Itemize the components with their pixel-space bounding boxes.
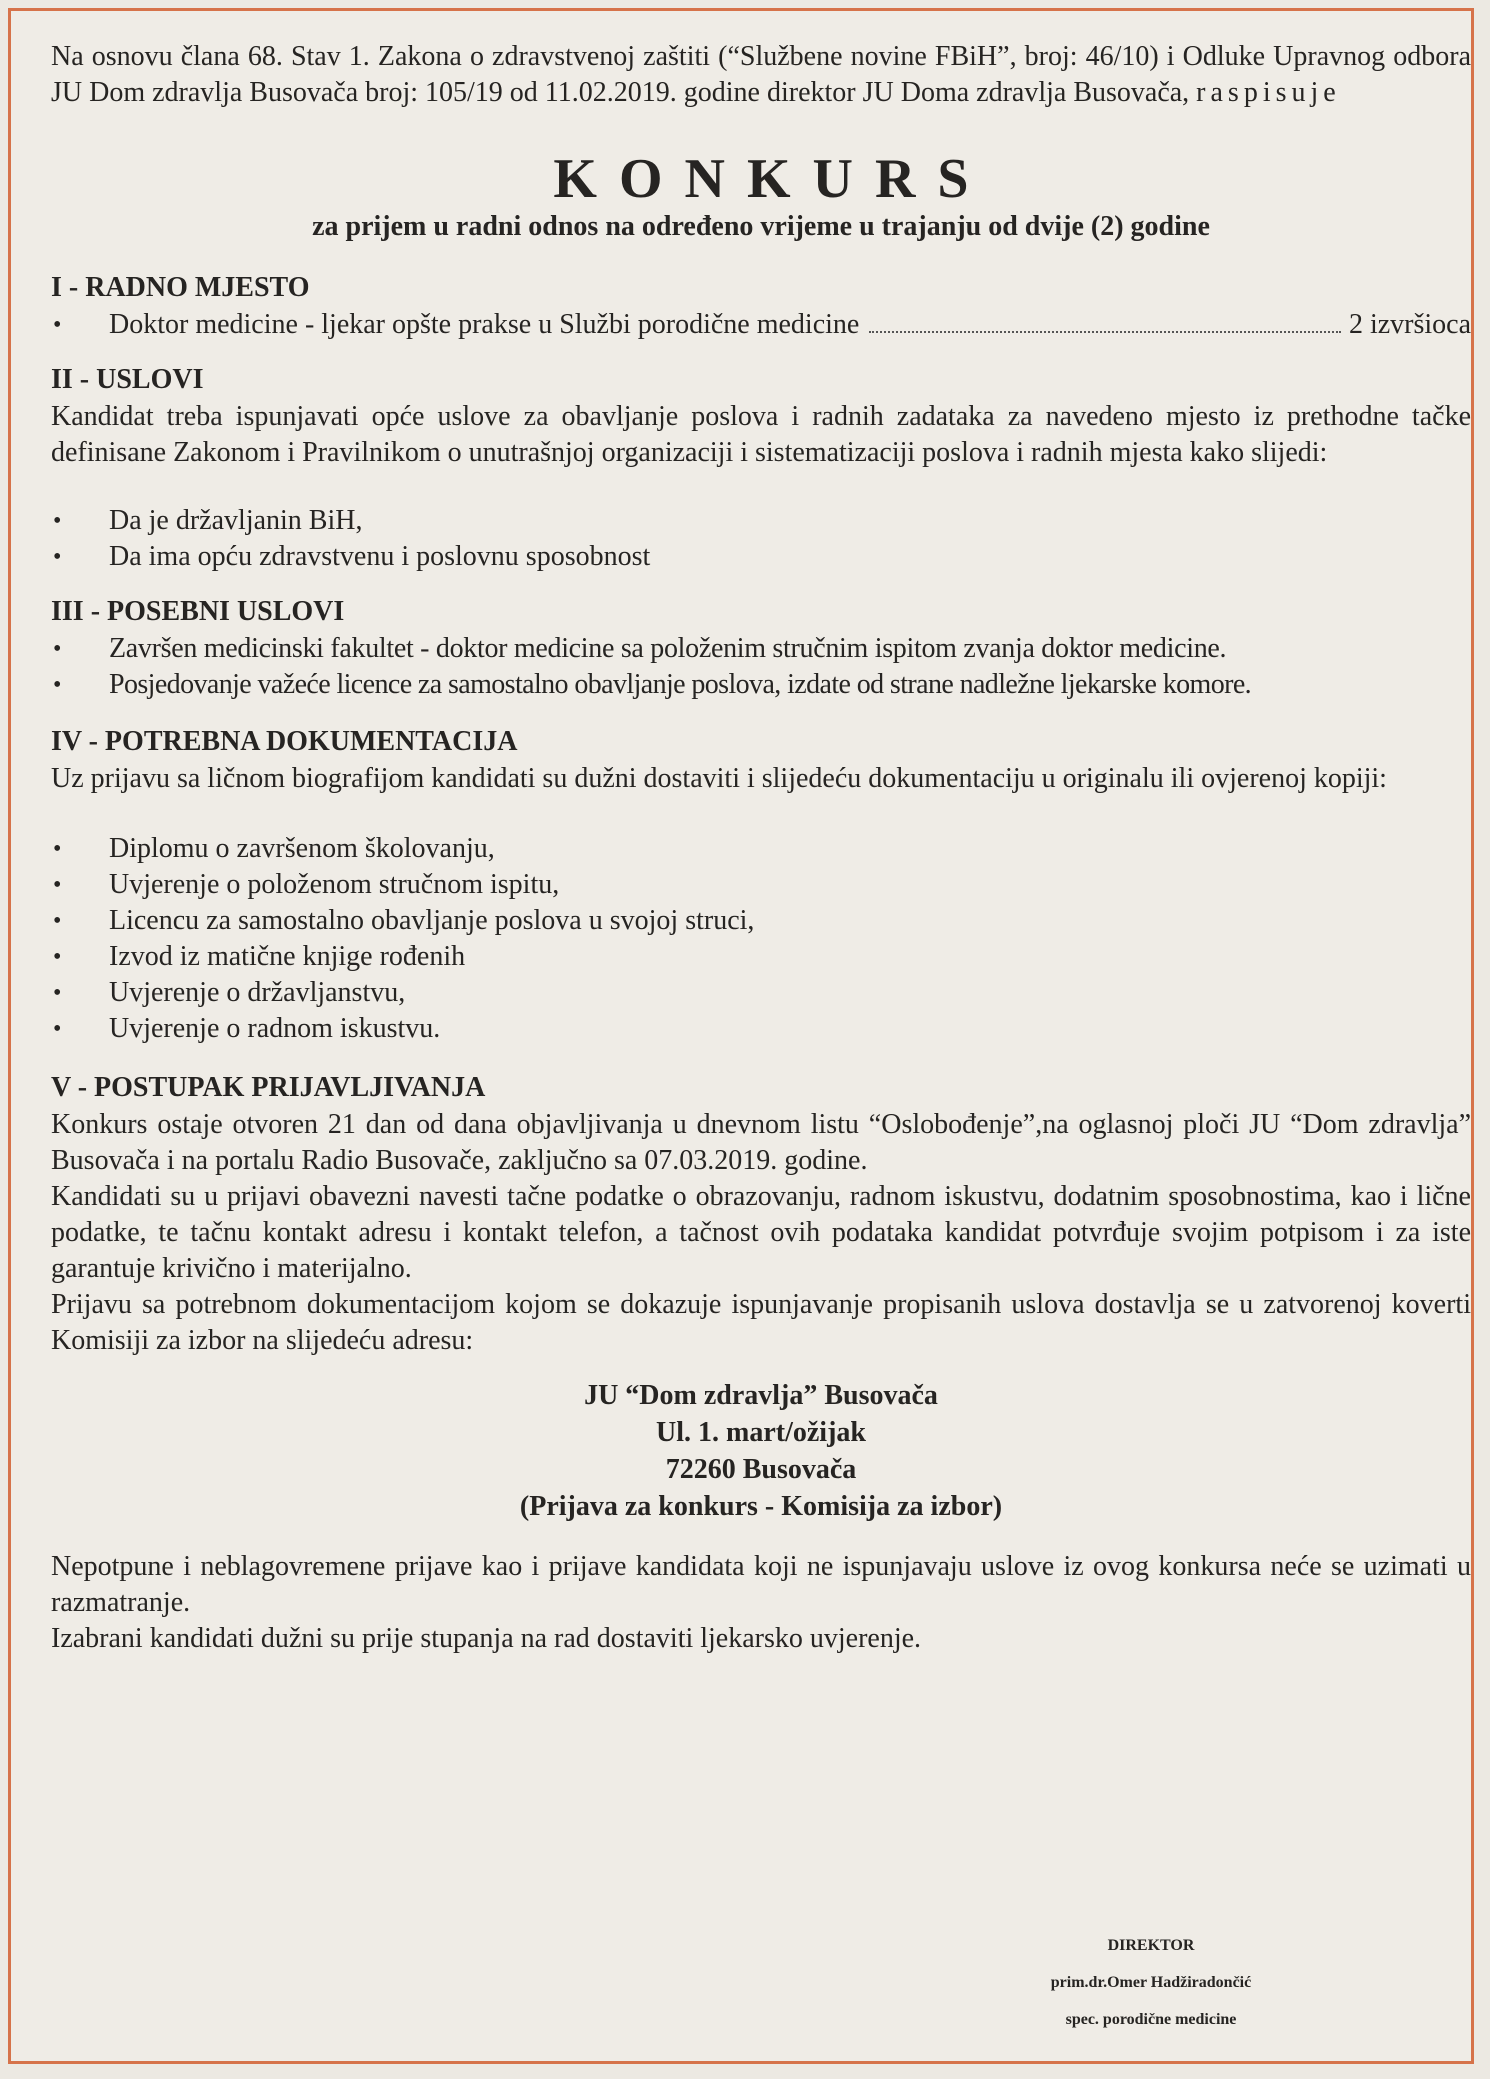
- section2-list: [51, 503, 1471, 575]
- address-line-1: JU “Dom zdravlja” Busovača: [584, 1380, 938, 1411]
- document-subtitle: za prijem u radni odnos na određeno vrijeme u trajanju od dvije (2) godine: [312, 211, 1210, 242]
- section5-paragraph-2: Kandidati su u prijavi obavezni navesti tačne podatke o obrazovanju, radnom iskustvu, dodatnim sposobnostima, kao i lične podatke, te tačnu kontakt adresu i kontakt telefon, a tačnost ovih podataka kandidat potvrđuje svojim potpisom i za iste garantuje krivično i materijalno.: [51, 1181, 1471, 1284]
- intro-verb: raspisuje: [1196, 77, 1341, 108]
- list-item: • Završen medicinski fakultet - doktor medicine sa položenim stručnim ispitom zvanja doktor medicine.: [51, 631, 1471, 667]
- intro-text: Na osnovu člana 68. Stav 1. Zakona o zdravstvenoj zaštiti (“Službene novine FBiH”, broj: 46/10) i Odluke Upravnog odbora JU Dom zdravlja Busovača broj: 105/19 od 11.02.2019. godine direktor JU Doma zdravlja Busovača,: [51, 41, 1471, 108]
- section1-list: [51, 307, 1471, 343]
- address-line-3: 72260 Busovača: [665, 1454, 857, 1485]
- list-item: • Diplomu o završenom školovanju,: [51, 831, 1471, 867]
- section4-list: [51, 831, 1471, 1047]
- list-item: • Izvod iz matične knjige rođenih: [51, 939, 1471, 975]
- list-item: • Da ima opću zdravstvenu i poslovnu sposobnost: [51, 539, 1471, 575]
- section5-heading: V - POSTUPAK PRIJAVLJIVANJA: [51, 1072, 486, 1103]
- position-label: • Doktor medicine - ljekar opšte prakse u Službi porodične medicine: [109, 309, 860, 340]
- section2-text: Kandidat treba ispunjavati opće uslove za obavljanje poslova i radnih zadataka za navedeno mjesto iz prethodne tačke definisane Zakonom i Pravilnikom o unutrašnjoj organizaciji i sistematizaciji poslova i radnih mjesta kako slijedi:: [51, 401, 1471, 468]
- section4-heading: IV - POTREBNA DOKUMENTACIJA: [51, 726, 518, 757]
- list-item: • Uvjerenje o položenom stručnom ispitu,: [51, 867, 1471, 903]
- list-item: • Da je državljanin BiH,: [51, 503, 1471, 539]
- address-line-4: (Prijava za konkurs - Komisija za izbor): [519, 1491, 1003, 1522]
- list-item: • Licencu za samostalno obavljanje poslova u svojoj struci,: [51, 903, 1471, 939]
- closing-paragraph-2: Izabrani kandidati dužni su prije stupanja na rad dostaviti ljekarsko uvjerenje.: [51, 1623, 922, 1654]
- signature-name: prim.dr.Omer Hadžiradončić: [1050, 1974, 1252, 1991]
- closing-paragraph-1: Nepotpune i neblagovremene prijave kao i prijave kandidata koji ne ispunjavaju uslove iz ovog konkursa neće se uzimati u razmatranje.: [51, 1551, 1471, 1618]
- position-count: 2 izvršioca: [1348, 309, 1471, 340]
- list-item: • Posjedovanje važeće licence za samostalno obavljanje poslova, izdate od strane nadležne ljekarske komore.: [51, 667, 1471, 703]
- section3-heading: III - POSEBNI USLOVI: [51, 596, 345, 627]
- signature-block: [911, 1927, 1391, 2038]
- address-block: [51, 1377, 1471, 1525]
- document-title: KONKURS: [553, 148, 991, 210]
- section2-heading: II - USLOVI: [51, 364, 204, 395]
- list-item: • Uvjerenje o radnom iskustvu.: [51, 1011, 1471, 1047]
- list-item: [51, 307, 1471, 343]
- document-frame: [8, 8, 1474, 2064]
- signature-title: DIREKTOR: [1107, 1937, 1195, 1954]
- intro-paragraph: [51, 39, 1471, 111]
- section4-text: Uz prijavu sa ličnom biografijom kandidati su dužni dostaviti i slijedeću dokumentaciju u originalu ili ovjerenoj kopiji:: [51, 763, 1387, 794]
- address-line-2: Ul. 1. mart/ožijak: [656, 1417, 866, 1448]
- signature-role: spec. porodične medicine: [1065, 2011, 1237, 2028]
- section3-list: [51, 631, 1471, 703]
- dot-leader: [869, 331, 1341, 333]
- section5-paragraph-1: Konkurs ostaje otvoren 21 dan od dana objavljivanja u dnevnom listu “Oslobođenje”,na oglasnoj ploči JU “Dom zdravlja” Busovača i na portalu Radio Busovače, zaključno sa 07.03.2019. godine.: [51, 1109, 1471, 1176]
- section5-paragraph-3: Prijavu sa potrebnom dokumentacijom kojom se dokazuje ispunjavanje propisanih uslova dostavlja se u zatvorenoj koverti Komisiji za izbor na slijedeću adresu:: [51, 1289, 1471, 1356]
- list-item: • Uvjerenje o državljanstvu,: [51, 975, 1471, 1011]
- document-content: [51, 39, 1471, 1657]
- section1-heading: I - RADNO MJESTO: [51, 272, 310, 303]
